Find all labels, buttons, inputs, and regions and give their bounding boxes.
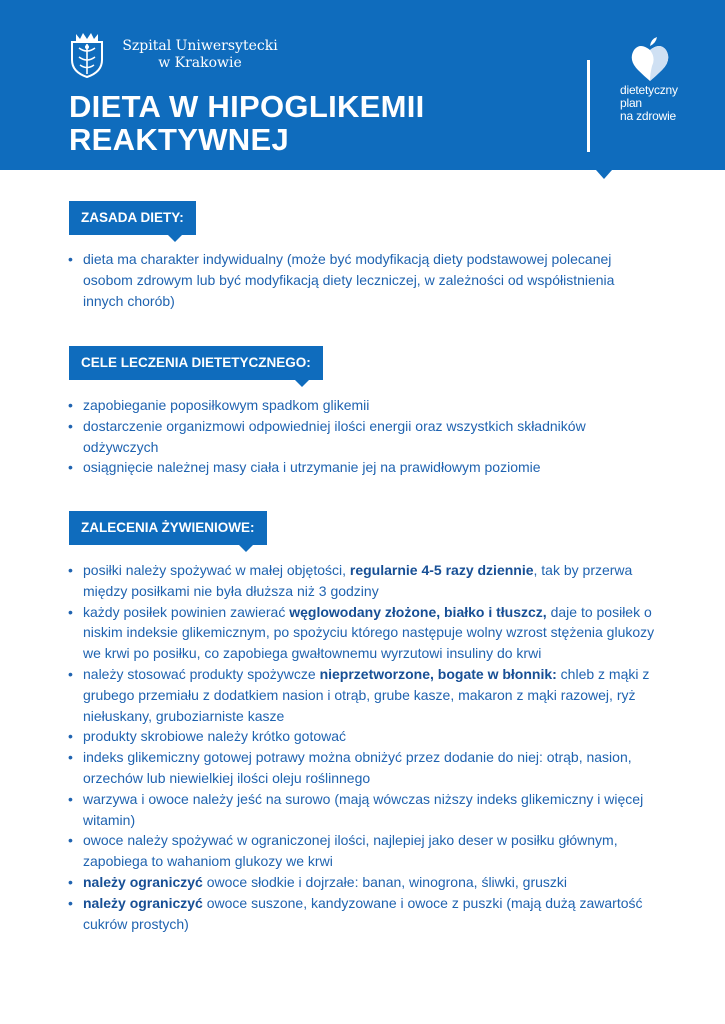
list-item-text: , tak by przerwa między posiłkami nie była dłuższa niż 3 godziny <box>83 562 633 599</box>
apple-heart-icon <box>630 36 670 82</box>
brand-line2: plan <box>620 96 642 110</box>
bullet-icon: • <box>68 417 73 434</box>
list-item-text: chleb z mąki z grubego przemiału z dodatkiem nasion i otrąb, grube kasze, makaron z mąki razowej, ryż niełuskany, gruboziarniste kasze <box>83 665 650 724</box>
bullet-icon: • <box>68 459 73 476</box>
list-item <box>68 830 658 872</box>
section-label-cele-text: CELE LECZENIA DIETETYCZNEGO: <box>81 355 311 370</box>
list-item <box>68 893 658 935</box>
page-title-line1: DIETA W HIPOGLIKEMII <box>69 89 425 124</box>
list-item-text: owoce suszone, kandyzowane i owoce z puszki (mają dużą zawartość cukrów prostych) <box>83 894 643 932</box>
section-label-cele <box>69 346 323 380</box>
list-item-text: posiłki należy spożywać w małej objętości, <box>83 562 350 578</box>
page-title-line2: REAKTYWNEJ <box>69 122 290 157</box>
section-label-notch <box>239 545 253 552</box>
list-item-text: owoce należy spożywać w ograniczonej ilości, najlepiej jako deser w posiłku głównym, zapobiega to wahaniom glukozy we krwi <box>83 832 618 870</box>
list-item-text: dieta ma charakter indywidualny (może być modyfikacją diety podstawowej polecanej osobom zdrowym lub być modyfikacją diety leczniczej, w zależności od współistnienia innych chorób) <box>83 251 615 309</box>
list-item <box>68 726 658 747</box>
header-divider <box>587 60 590 152</box>
section-label-zasada-text: ZASADA DIETY: <box>81 210 184 225</box>
list-item-emphasis: regularnie 4-5 razy dziennie <box>349 562 534 578</box>
list-item-text: dostarczenie organizmowi odpowiedniej ilości energii oraz wszystkich składników odżywczych <box>83 417 586 455</box>
list-item-text: warzywa i owoce należy jeść na surowo (mają wówczas niższy indeks glikemiczny i więcej witamin) <box>83 790 644 828</box>
hospital-logo <box>68 30 278 80</box>
section-label-zalecenia <box>69 511 267 545</box>
section-label-zalecenia-text: ZALECENIA ŻYWIENIOWE: <box>81 520 255 535</box>
bullet-icon: • <box>68 790 73 807</box>
hospital-name <box>120 38 280 72</box>
brand-line1: dietetyczny <box>620 83 678 97</box>
list-item-text: produkty skrobiowe należy krótko gotować <box>83 728 347 745</box>
list-item-text: każdy posiłek powinien zawierać <box>83 603 290 620</box>
list-item <box>68 664 658 726</box>
bullet-icon: • <box>68 894 73 911</box>
list-zalecenia <box>68 560 658 934</box>
list-item-emphasis: należy ograniczyć <box>83 894 203 911</box>
bullet-icon: • <box>68 832 73 849</box>
section-label-notch <box>295 380 309 387</box>
hospital-name-line1: Szpital Uniwersytecki <box>122 38 278 54</box>
section-label-notch <box>168 235 182 242</box>
hospital-name-line2: w Krakowie <box>158 55 242 71</box>
list-zasada <box>68 249 658 311</box>
list-item <box>68 602 658 664</box>
header-banner <box>0 0 725 170</box>
list-item-text: osiągnięcie należnej masy ciała i utrzymanie jej na prawidłowym poziomie <box>83 459 541 476</box>
bullet-icon: • <box>68 397 73 413</box>
list-item <box>68 395 658 416</box>
list-item <box>68 457 658 478</box>
list-item-text: owoce słodkie i dojrzałe: banan, winogrona, śliwki, gruszki <box>202 873 568 890</box>
list-item <box>68 747 658 789</box>
list-item-emphasis: węglowodany złożone, białko i tłuszcz, <box>289 603 547 620</box>
list-item-text: daje to posiłek o niskim indeksie glikemicznym, po spożyciu którego następuje wolny wzrost stężenia glukozy we krwi po posiłku, co zapobiega gwałtownemu wyrzutowi insuliny do krwi <box>83 603 655 662</box>
bullet-icon: • <box>68 873 73 890</box>
list-item-emphasis: należy ograniczyć <box>83 873 203 890</box>
bullet-icon: • <box>68 665 73 682</box>
header-notch <box>596 170 612 179</box>
section-label-zasada <box>69 201 196 235</box>
bullet-icon: • <box>68 251 73 267</box>
bullet-icon: • <box>68 749 73 766</box>
list-item-text: zapobieganie poposiłkowym spadkom glikemii <box>83 397 370 413</box>
brand-line3: na zdrowie <box>620 109 677 123</box>
brand-tagline <box>620 84 710 123</box>
list-cele <box>68 395 658 478</box>
bullet-icon: • <box>68 562 73 578</box>
hospital-crest-icon <box>68 30 106 78</box>
list-item-text: należy stosować produkty spożywcze <box>83 665 320 682</box>
bullet-icon: • <box>68 603 73 620</box>
list-item <box>68 249 658 311</box>
list-item-emphasis: nieprzetworzone, bogate w błonnik: <box>319 665 557 682</box>
list-item <box>68 789 658 831</box>
page-title <box>69 90 539 156</box>
list-item <box>68 560 658 602</box>
list-item-text: indeks glikemiczny gotowej potrawy można obniżyć przez dodanie do niej: otrąb, nasion, orzechów lub niewielkiej ilości oleju roślinnego <box>83 749 632 786</box>
bullet-icon: • <box>68 728 73 745</box>
list-item <box>68 416 658 458</box>
list-item <box>68 872 658 893</box>
